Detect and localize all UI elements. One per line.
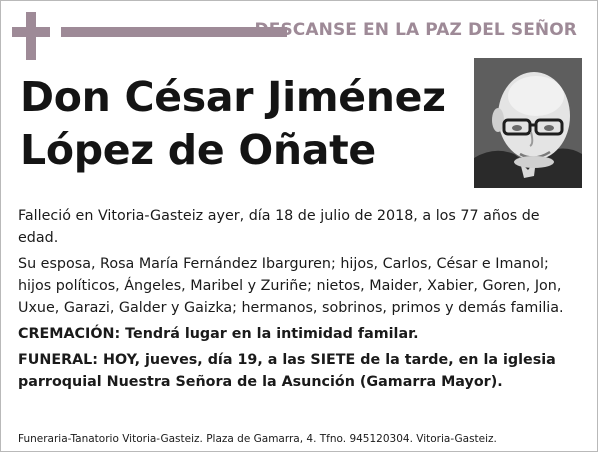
portrait-photo	[474, 58, 582, 188]
header-tagline: DESCANSE EN LA PAZ DEL SEÑOR	[254, 20, 577, 40]
name-line-1: Don César Jiménez	[20, 73, 446, 121]
cross-icon	[12, 12, 50, 60]
obituary-text	[18, 205, 583, 397]
funeral-home-footer: Funeraria-Tanatorio Vitoria-Gasteiz. Plaza de Gamarra, 4. Tfno. 945120304. Vitoria-Gasteiz.	[18, 433, 497, 445]
cremation-notice: CREMACIÓN: Tendrá lugar en la intimidad familar.	[18, 326, 419, 342]
family-list: Su esposa, Rosa María Fernández Ibarguren; hijos, Carlos, César e Imanol; hijos políticos, Ángeles, Maribel y Zuriñe; nietos, Maider, Xabier, Goren, Jon, Uxue, Garazi, Galder y Gaizka; hermanos, sobrinos, primos y demás familia.	[18, 256, 564, 316]
death-notice: Falleció en Vitoria-Gasteiz ayer, día 18 de julio de 2018, a los 77 años de edad.	[18, 208, 540, 246]
funeral-notice: FUNERAL: HOY, jueves, día 19, a las SIETE de la tarde, en la iglesia parroquial Nuestra Señora de la Asunción (Gamarra Mayor).	[18, 352, 556, 390]
name-line-2: López de Oñate	[20, 126, 376, 174]
header-divider	[61, 27, 287, 37]
deceased-name	[20, 71, 470, 177]
